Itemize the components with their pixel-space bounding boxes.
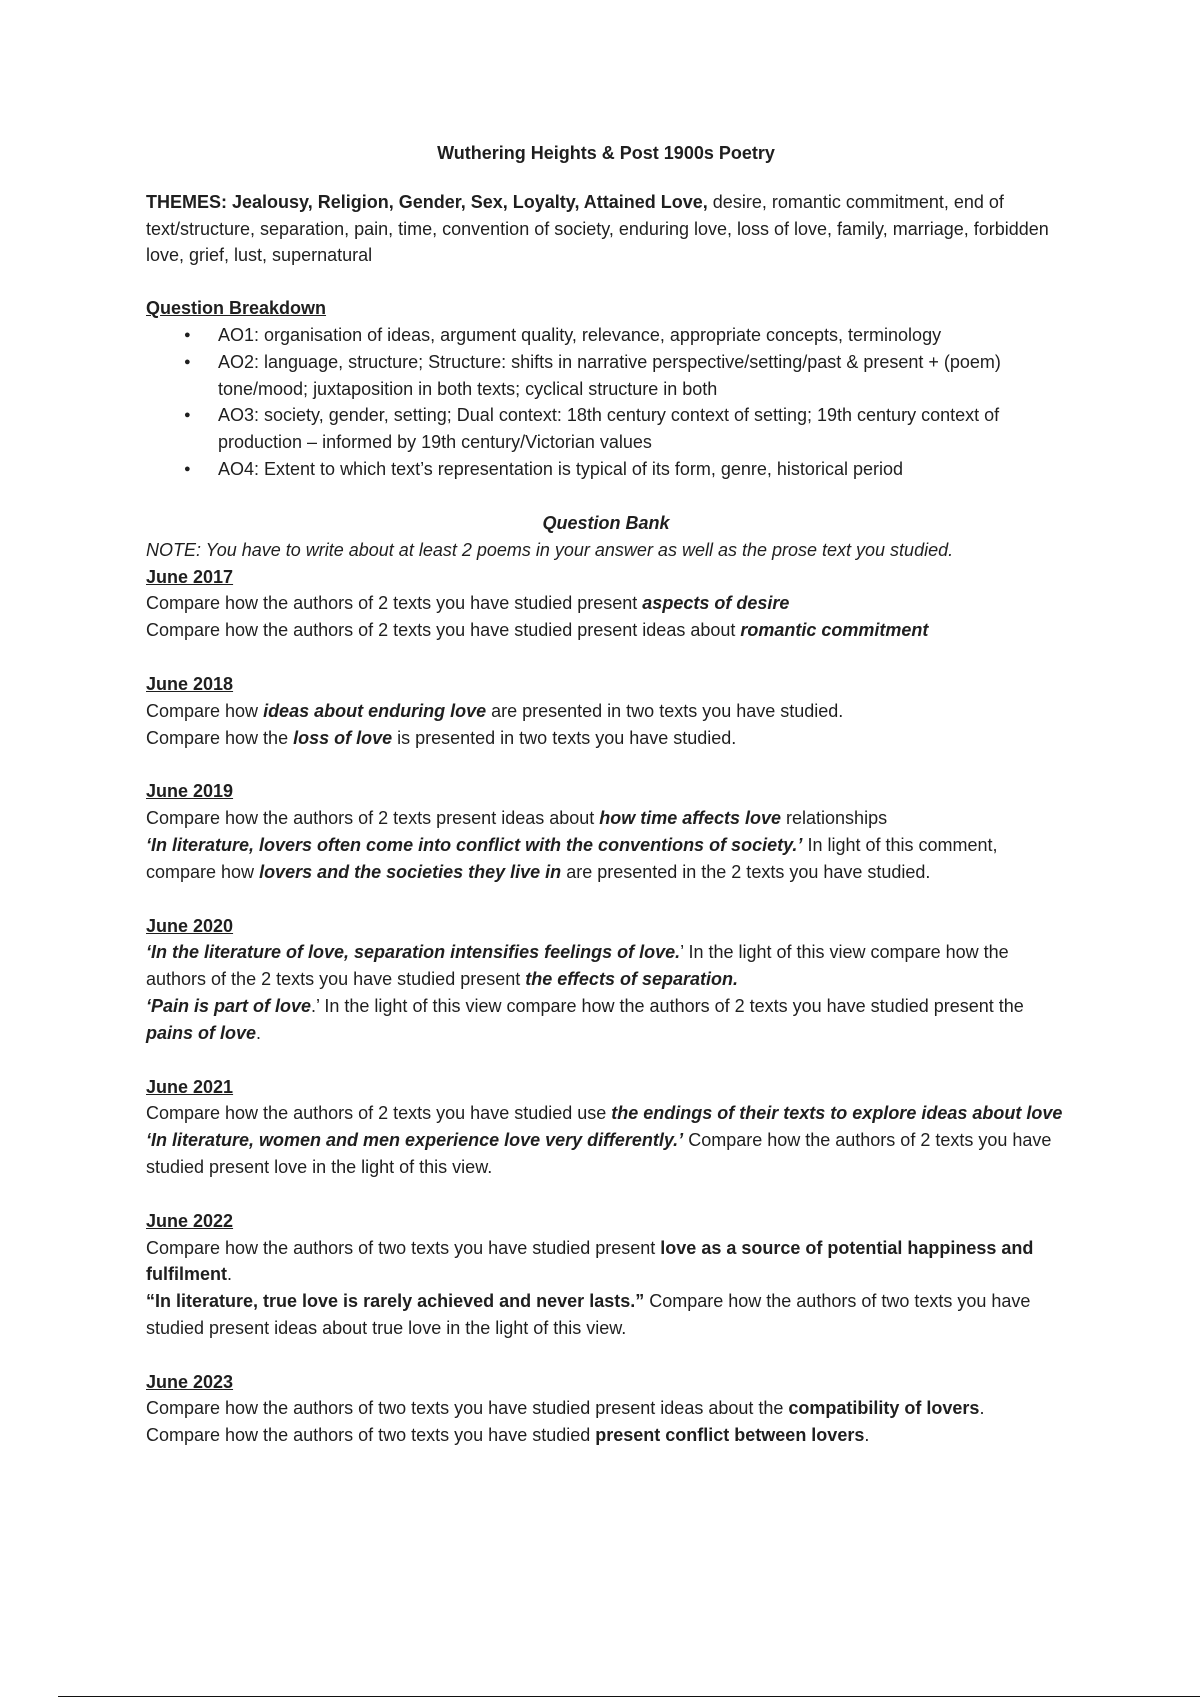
question-text: Compare how the [146,727,294,748]
question [146,832,1066,886]
question [146,1288,1066,1342]
ao4-item: ● AO4: Extent to which text’s representation is typical of its form, genre, historical period [218,456,1066,483]
year-heading: June 2022 [146,1210,234,1231]
question-text: Compare how the authors of 2 texts present ideas about [146,808,600,829]
question-emphasis: aspects of desire [642,593,790,614]
section-june-2018 [146,671,1066,751]
question-text: Compare how the authors of 2 texts you have studied use [146,1103,612,1124]
question [146,805,1066,832]
question-text: .’ In the light of this view compare how the authors of 2 texts you have studied present the [311,995,1024,1016]
question-emphasis: romantic commitment [740,620,929,641]
question-text: is presented in two texts you have studied. [392,727,737,748]
breakdown-heading: Question Breakdown [146,298,327,319]
year-heading: June 2019 [146,781,234,802]
question-emphasis: how time affects love [599,808,782,829]
question-emphasis: lovers and the societies they live in [259,861,562,882]
question-text: Compare how the authors of two texts you have studied present ideas about true love in the light of this view. [146,1291,1031,1338]
section-june-2021 [146,1074,1066,1181]
question [146,993,1066,1047]
question-emphasis: ideas about enduring love [263,700,487,721]
themes-bold-label: THEMES: Jealousy, Religion, Gender, Sex, Loyalty, Attained Love, [146,191,708,212]
question-emphasis: love as a source of potential happiness and fulfilment [146,1237,1034,1285]
question [146,1127,1066,1181]
question-quote: “In literature, true love is rarely achieved and never lasts.” [146,1291,645,1312]
question-emphasis: pains of love [146,1022,257,1043]
document-page [146,140,1066,1476]
question-text: Compare how the authors of 2 texts you have studied present love in the light of this view. [146,1130,1052,1177]
question-text: . [864,1425,870,1446]
question-breakdown [146,295,1066,483]
question-text: Compare how the authors of two texts you have studied [146,1425,596,1446]
question-text: . [979,1398,985,1419]
question-quote: ‘In the literature of love, separation intensifies feelings of love. [146,942,681,963]
question [146,698,1066,725]
question-text: Compare how the authors of 2 texts you have studied present [146,593,643,614]
section-june-2019 [146,778,1066,885]
ao1-item: ● AO1: organisation of ideas, argument quality, relevance, appropriate concepts, terminology [218,322,1066,349]
question [146,590,1066,617]
question-text: Compare how the authors of two texts you have studied present ideas about the [146,1398,789,1419]
ao-list [146,322,1066,483]
question-text: Compare how [146,700,264,721]
question [146,617,1066,644]
question-emphasis: present conflict between lovers [595,1425,865,1446]
question [146,1100,1066,1127]
question-text: relationships [781,808,888,829]
question-emphasis: the effects of separation. [525,969,738,990]
year-heading: June 2023 [146,1371,234,1392]
question-bank-note: NOTE: You have to write about at least 2 poems in your answer as well as the prose text you studied. [146,539,954,560]
question-text: . [256,1022,262,1043]
section-june-2023 [146,1369,1066,1449]
question-text: . [227,1264,233,1285]
question-quote: ‘Pain is part of love [146,995,312,1016]
question-bank-title: Question Bank [542,512,670,533]
question [146,1422,1066,1449]
section-june-2022 [146,1208,1066,1342]
question-text: In light of this comment, compare how [146,834,998,882]
question-text: are presented in the 2 texts you have studied. [561,861,931,882]
question [146,939,1066,993]
themes-list: desire, romantic commitment, end of text/structure, separation, pain, time, convention of society, enduring love, loss of love, family, marriage, forbidden love, grief, lust, supernatural [146,191,1049,266]
question-emphasis: the endings of their texts to explore ideas about love [611,1103,1063,1124]
document-title: Wuthering Heights & Post 1900s Poetry [437,143,775,163]
question-quote: ‘In literature, lovers often come into conflict with the conventions of society.’ [146,834,803,855]
question-text: Compare how the authors of two texts you have studied present [146,1237,661,1258]
question-text: are presented in two texts you have studied. [486,700,844,721]
themes-paragraph [146,189,1066,269]
question-emphasis: compatibility of lovers [788,1398,980,1419]
year-heading: June 2018 [146,673,234,694]
question-text: ’ In the light of this view compare how the authors of the 2 texts you have studied present [146,942,1009,990]
section-june-2020 [146,913,1066,1047]
ao3-item: ● AO3: society, gender, setting; Dual context: 18th century context of setting; 19th century context of production – informed by 19th century/Victorian values [218,402,1066,456]
section-june-2017 [146,564,1066,644]
question [146,1235,1066,1289]
year-heading: June 2017 [146,566,234,587]
ao2-item: ● AO2: language, structure; Structure: shifts in narrative perspective/setting/past & present + (poem) tone/mood; juxtaposition in both texts; cyclical structure in both [218,349,1066,403]
year-heading: June 2020 [146,915,234,936]
question [146,725,1066,752]
question [146,1395,1066,1422]
year-heading: June 2021 [146,1076,234,1097]
question-text: Compare how the authors of 2 texts you have studied present ideas about [146,620,741,641]
question-emphasis: loss of love [293,727,393,748]
question-quote: ‘In literature, women and men experience love very differently.’ [146,1130,684,1151]
footer-divider [58,1696,1200,1697]
